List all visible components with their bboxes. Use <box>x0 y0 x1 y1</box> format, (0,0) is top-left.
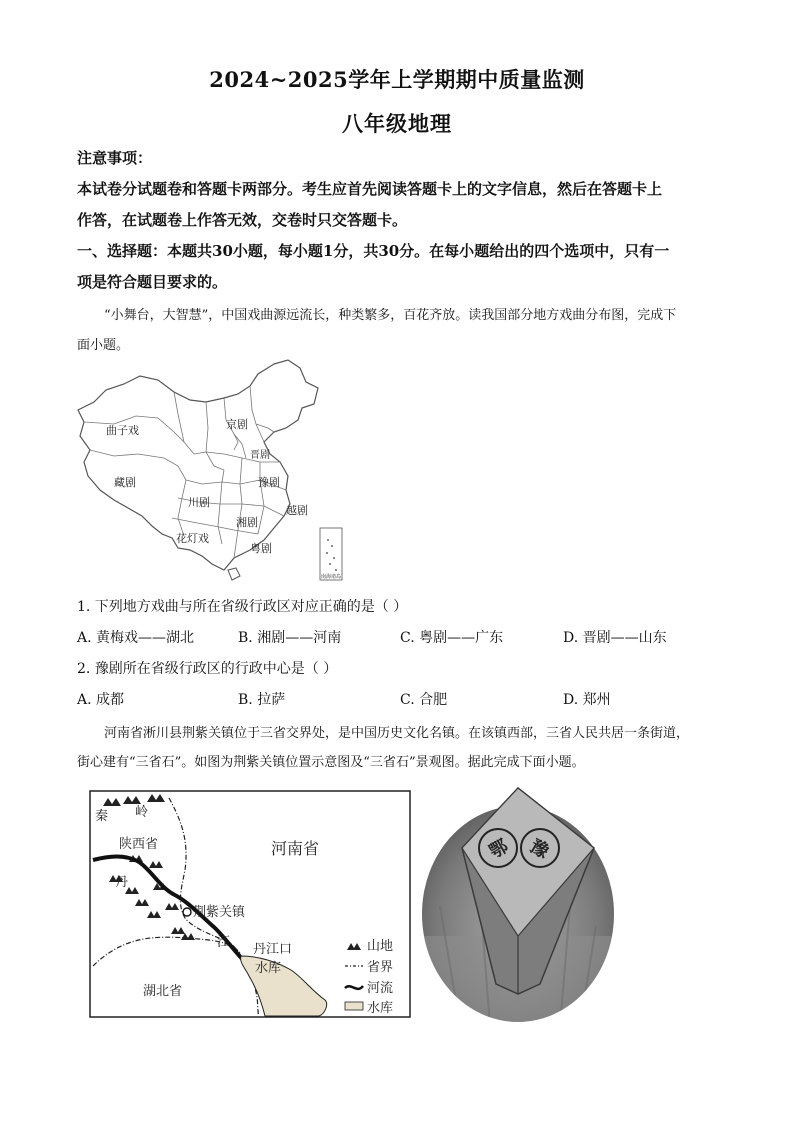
section-heading-line-2: 项是符合题目要求的。 <box>77 273 228 291</box>
passage-1-line-2: 面小题。 <box>77 338 130 353</box>
label-qin: 秦 <box>95 809 109 824</box>
notice-line-2: 作答，在试题卷上作答无效，交卷时只交答题卡。 <box>77 211 408 229</box>
question-1-option-a[interactable]: A. 黄梅戏——湖北 <box>77 630 195 646</box>
question-1-option-b[interactable]: B. 湘剧——河南 <box>238 630 342 646</box>
passage-1-line-1: “小舞台，大智慧”，中国戏曲源远流长，种类繁多，百花齐放。读我国部分地方戏曲分布图，完成下 <box>104 308 677 323</box>
label-huadengxi: 花灯戏 <box>176 532 209 545</box>
legend-border: 省界 <box>367 960 394 975</box>
label-jinju: 晋剧 <box>250 450 270 461</box>
question-2-stem: 2. 豫剧所在省级行政区的行政中心是（ ） <box>77 661 338 677</box>
stone-carving-yu: 豫 <box>526 835 553 863</box>
label-hubei: 湖北省 <box>143 984 183 999</box>
label-quzixi: 曲子戏 <box>106 424 139 437</box>
label-chuanju: 川剧 <box>188 496 210 509</box>
label-jingju: 京剧 <box>226 418 248 431</box>
label-shaanxi: 陕西省 <box>119 837 159 852</box>
notice-line-1: 本试卷分试题卷和答题卡两部分。考生应首先阅读答题卡上的文字信息，然后在答题卡上 <box>77 180 663 198</box>
exam-subtitle: 八年级地理 <box>342 111 452 136</box>
china-opera-map <box>74 358 354 588</box>
legend-mountain: 山地 <box>367 939 394 954</box>
label-danjiangkou: 丹江口 <box>253 942 293 957</box>
question-1-option-c[interactable]: C. 粤剧——广东 <box>400 630 504 646</box>
question-2-option-c[interactable]: C. 合肥 <box>400 692 448 708</box>
passage-2-line-1: 河南省淅川县荆紫关镇位于三省交界处，是中国历史文化名镇。在该镇西部，三省人民共居一条街道， <box>104 726 690 741</box>
jingziguan-location-map <box>89 790 412 1020</box>
legend-river: 河流 <box>367 981 394 996</box>
legend-reservoir: 水库 <box>367 1001 394 1016</box>
question-2-option-d[interactable]: D. 郑州 <box>563 692 611 708</box>
notice-heading: 注意事项： <box>77 149 153 167</box>
label-jingziguan-town: 荆紫关镇 <box>193 905 246 920</box>
label-zangju: 藏剧 <box>114 476 136 489</box>
label-xiangju: 湘剧 <box>236 516 258 529</box>
label-ling: 岭 <box>135 805 149 820</box>
label-reservoir: 水库 <box>255 961 282 976</box>
exam-title: 2024~2025学年上学期期中质量监测 <box>209 67 585 92</box>
label-henan: 河南省 <box>271 839 320 858</box>
question-1-stem: 1. 下列地方戏曲与所在省级行政区对应正确的是（ ） <box>77 599 408 615</box>
three-province-stone-photo <box>420 786 616 1022</box>
label-dan: 丹 <box>115 875 129 890</box>
section-heading-line-1: 一、选择题：本题共30小题，每小题1分，共30分。在每小题给出的四个选项中，只有一 <box>77 242 670 260</box>
label-yuju: 豫剧 <box>258 476 280 489</box>
question-2-option-a[interactable]: A. 成都 <box>77 692 125 708</box>
label-yueju-guangdong: 粤剧 <box>250 542 272 555</box>
label-yueju-zhejiang: 越剧 <box>286 504 308 517</box>
label-jiang: 江 <box>217 935 231 950</box>
question-1-option-d[interactable]: D. 晋剧——山东 <box>563 630 667 646</box>
inset-label: 南海诸岛 <box>321 574 342 580</box>
passage-2-line-2: 街心建有“三省石”。如图为荆紫关镇位置示意图及“三省石”景观图。据此完成下面小题。 <box>77 755 585 770</box>
stone-carving-e: 鄂 <box>485 835 512 863</box>
legend-reservoir-icon <box>345 1002 363 1010</box>
question-2-option-b[interactable]: B. 拉萨 <box>238 692 286 708</box>
